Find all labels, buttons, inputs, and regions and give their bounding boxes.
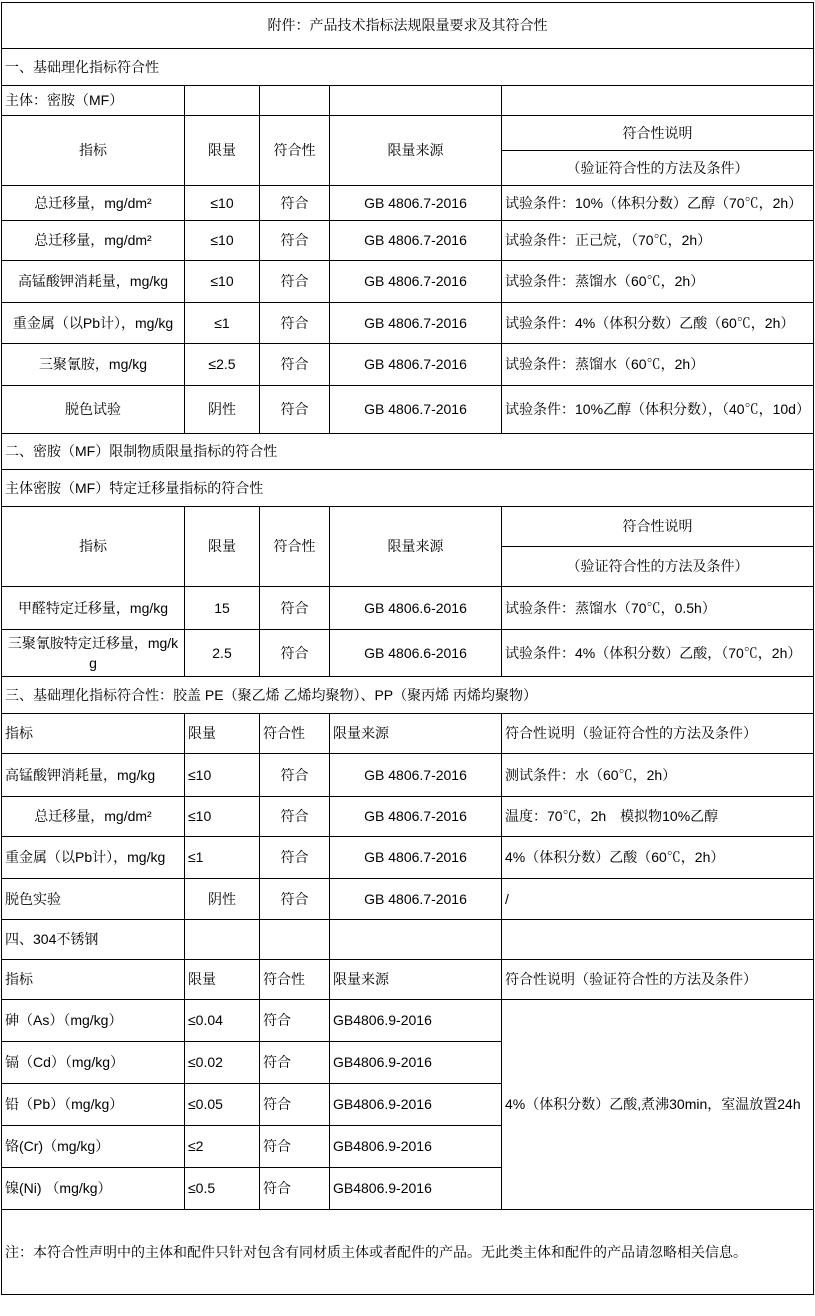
source-cell: GB 4806.7-2016 (330, 837, 502, 879)
note-row (2, 1210, 814, 1295)
section-4-heading-row (2, 920, 814, 960)
indicator-cell: 甲醛特定迁移量，mg/kg (2, 587, 185, 630)
condition-cell: 4%（体积分数）乙酸（60℃，2h） (502, 837, 814, 879)
section-1-heading-row (2, 49, 814, 86)
conformity-cell: 符合 (260, 837, 330, 879)
section-3-heading: 三、基础理化指标符合性：胶盖 PE（聚乙烯 乙烯均聚物）、PP（聚丙烯 丙烯均聚物） (2, 677, 814, 714)
conformity-cell: 符合 (260, 797, 330, 837)
source-cell: GB 4806.7-2016 (330, 303, 502, 344)
indicator-cell: 脱色试验 (2, 386, 185, 434)
indicator-cell: 镍(Ni) （mg/kg） (2, 1168, 185, 1210)
source-cell: GB4806.9-2016 (330, 1126, 502, 1168)
col-header-limit: 限量 (185, 960, 260, 1000)
condition-cell: 试验条件：4%（体积分数）乙酸，（70℃，2h） (502, 630, 814, 677)
source-cell: GB4806.9-2016 (330, 1168, 502, 1210)
condition-cell: 试验条件：蒸馏水（60℃，2h） (502, 344, 814, 386)
section-4-header-row (2, 960, 814, 1000)
source-cell: GB 4806.6-2016 (330, 630, 502, 677)
table-row (2, 837, 814, 879)
section-1-header-row (2, 116, 814, 151)
indicator-cell: 高锰酸钾消耗量，mg/kg (2, 261, 185, 303)
conformity-cell: 符合 (260, 186, 330, 221)
col-header-limit: 限量 (185, 116, 260, 186)
section-1-subject-row (2, 86, 814, 116)
empty-cell (330, 920, 502, 960)
footnote: 注：本符合性声明中的主体和配件只针对包含有同材质主体或者配件的产品。无此类主体和配件的产品请忽略相关信息。 (2, 1210, 814, 1295)
col-header-conformity: 符合性 (260, 507, 330, 587)
col-header-limit: 限量 (185, 714, 260, 754)
col-header-limit: 限量 (185, 507, 260, 587)
source-cell: GB 4806.7-2016 (330, 797, 502, 837)
table-row (2, 386, 814, 434)
section-3-heading-row (2, 677, 814, 714)
col-header-explain: 符合性说明 (502, 507, 814, 547)
limit-cell: 15 (185, 587, 260, 630)
col-header-source: 限量来源 (330, 960, 502, 1000)
title-row (2, 3, 814, 49)
table-row (2, 630, 814, 677)
limit-cell: ≤0.04 (185, 1000, 260, 1042)
col-header-indicator: 指标 (2, 507, 185, 587)
section-4-heading: 四、304不锈钢 (2, 920, 185, 960)
indicator-cell: 总迁移量，mg/dm² (2, 186, 185, 221)
limit-cell: ≤2.5 (185, 344, 260, 386)
table-row (2, 303, 814, 344)
limit-cell: ≤1 (185, 837, 260, 879)
conformity-cell: 符合 (260, 386, 330, 434)
indicator-cell: 砷（As）（mg/kg） (2, 1000, 185, 1042)
condition-cell-merged: 4%（体积分数）乙酸,煮沸30min，室温放置24h (502, 1000, 814, 1210)
source-cell: GB4806.9-2016 (330, 1084, 502, 1126)
indicator-cell: 三聚氰胺特定迁移量，mg/kg (2, 630, 185, 677)
section-2-heading: 二、密胺（MF）限制物质限量指标的符合性 (2, 434, 814, 470)
table-row (2, 261, 814, 303)
col-header-conformity: 符合性 (260, 116, 330, 186)
conformity-cell: 符合 (260, 587, 330, 630)
conformity-cell: 符合 (260, 1042, 330, 1084)
indicator-cell: 铬(Cr)（mg/kg） (2, 1126, 185, 1168)
conformity-cell: 符合 (260, 261, 330, 303)
conformity-cell: 符合 (260, 221, 330, 261)
condition-cell: 试验条件：蒸馏水（60℃，2h） (502, 261, 814, 303)
col-header-indicator: 指标 (2, 116, 185, 186)
limit-cell: ≤10 (185, 754, 260, 797)
limit-cell: ≤10 (185, 261, 260, 303)
source-cell: GB 4806.7-2016 (330, 186, 502, 221)
empty-cell (185, 86, 260, 116)
conformity-cell: 符合 (260, 630, 330, 677)
table-row (2, 754, 814, 797)
source-cell: GB 4806.6-2016 (330, 587, 502, 630)
indicator-cell: 镉（Cd）（mg/kg） (2, 1042, 185, 1084)
source-cell: GB4806.9-2016 (330, 1000, 502, 1042)
limit-cell: ≤10 (185, 186, 260, 221)
col-header-explain: 符合性说明（验证符合性的方法及条件） (502, 960, 814, 1000)
section-2-subject: 主体密胺（MF）特定迁移量指标的符合性 (2, 470, 814, 507)
indicator-cell: 总迁移量，mg/dm² (2, 797, 185, 837)
limit-cell: 2.5 (185, 630, 260, 677)
source-cell: GB 4806.7-2016 (330, 221, 502, 261)
conformity-cell: 符合 (260, 1000, 330, 1042)
source-cell: GB 4806.7-2016 (330, 754, 502, 797)
table-row (2, 186, 814, 221)
limit-cell: 阴性 (185, 879, 260, 920)
empty-cell (330, 86, 502, 116)
source-cell: GB 4806.7-2016 (330, 386, 502, 434)
table-row (2, 797, 814, 837)
indicator-cell: 脱色实验 (2, 879, 185, 920)
empty-cell (185, 920, 260, 960)
col-header-conformity: 符合性 (260, 960, 330, 1000)
conformity-cell: 符合 (260, 303, 330, 344)
col-header-source: 限量来源 (330, 116, 502, 186)
empty-cell (502, 920, 814, 960)
indicator-cell: 总迁移量，mg/dm² (2, 221, 185, 261)
limit-cell: ≤1 (185, 303, 260, 344)
table-row (2, 344, 814, 386)
conformity-cell: 符合 (260, 1084, 330, 1126)
source-cell: GB 4806.7-2016 (330, 344, 502, 386)
indicator-cell: 铅（Pb）（mg/kg） (2, 1084, 185, 1126)
conformity-cell: 符合 (260, 879, 330, 920)
table-row (2, 1000, 814, 1042)
page-title: 附件：产品技术指标法规限量要求及其符合性 (2, 3, 814, 49)
limit-cell: ≤0.5 (185, 1168, 260, 1210)
limit-cell: 阴性 (185, 386, 260, 434)
condition-cell: 试验条件：10%（体积分数）乙醇（70℃，2h） (502, 186, 814, 221)
limit-cell: ≤0.05 (185, 1084, 260, 1126)
section-2-heading-row (2, 434, 814, 470)
conformity-cell: 符合 (260, 1126, 330, 1168)
section-1-heading: 一、基础理化指标符合性 (2, 49, 814, 86)
condition-cell: 试验条件：4%（体积分数）乙酸（60℃，2h） (502, 303, 814, 344)
compliance-table (1, 2, 814, 1295)
indicator-cell: 三聚氰胺，mg/kg (2, 344, 185, 386)
col-header-conformity: 符合性 (260, 714, 330, 754)
table-row (2, 221, 814, 261)
limit-cell: ≤2 (185, 1126, 260, 1168)
col-header-source: 限量来源 (330, 507, 502, 587)
table-row (2, 879, 814, 920)
limit-cell: ≤10 (185, 797, 260, 837)
condition-cell: 温度：70℃，2h 模拟物10%乙醇 (502, 797, 814, 837)
section-2-subject-row (2, 470, 814, 507)
col-header-explain-sub: （验证符合性的方法及条件） (502, 547, 814, 587)
condition-cell: 试验条件：正己烷，（70℃，2h） (502, 221, 814, 261)
source-cell: GB 4806.7-2016 (330, 879, 502, 920)
condition-cell: 测试条件：水（60℃，2h） (502, 754, 814, 797)
empty-cell (260, 920, 330, 960)
conformity-cell: 符合 (260, 1168, 330, 1210)
condition-cell: 试验条件：10%乙醇（体积分数），（40℃，10d） (502, 386, 814, 434)
section-2-header-row (2, 507, 814, 547)
limit-cell: ≤0.02 (185, 1042, 260, 1084)
indicator-cell: 重金属（以Pb计），mg/kg (2, 837, 185, 879)
empty-cell (260, 86, 330, 116)
limit-cell: ≤10 (185, 221, 260, 261)
indicator-cell: 重金属（以Pb计），mg/kg (2, 303, 185, 344)
col-header-explain: 符合性说明 (502, 116, 814, 151)
indicator-cell: 高锰酸钾消耗量，mg/kg (2, 754, 185, 797)
condition-cell: 试验条件：蒸馏水（70℃，0.5h） (502, 587, 814, 630)
col-header-indicator: 指标 (2, 960, 185, 1000)
source-cell: GB 4806.7-2016 (330, 261, 502, 303)
conformity-cell: 符合 (260, 754, 330, 797)
table-row (2, 587, 814, 630)
col-header-explain: 符合性说明（验证符合性的方法及条件） (502, 714, 814, 754)
condition-cell: / (502, 879, 814, 920)
empty-cell (502, 86, 814, 116)
source-cell: GB4806.9-2016 (330, 1042, 502, 1084)
section-1-subject: 主体：密胺（MF） (2, 86, 185, 116)
conformity-cell: 符合 (260, 344, 330, 386)
col-header-source: 限量来源 (330, 714, 502, 754)
section-3-header-row (2, 714, 814, 754)
col-header-explain-sub: （验证符合性的方法及条件） (502, 151, 814, 186)
col-header-indicator: 指标 (2, 714, 185, 754)
